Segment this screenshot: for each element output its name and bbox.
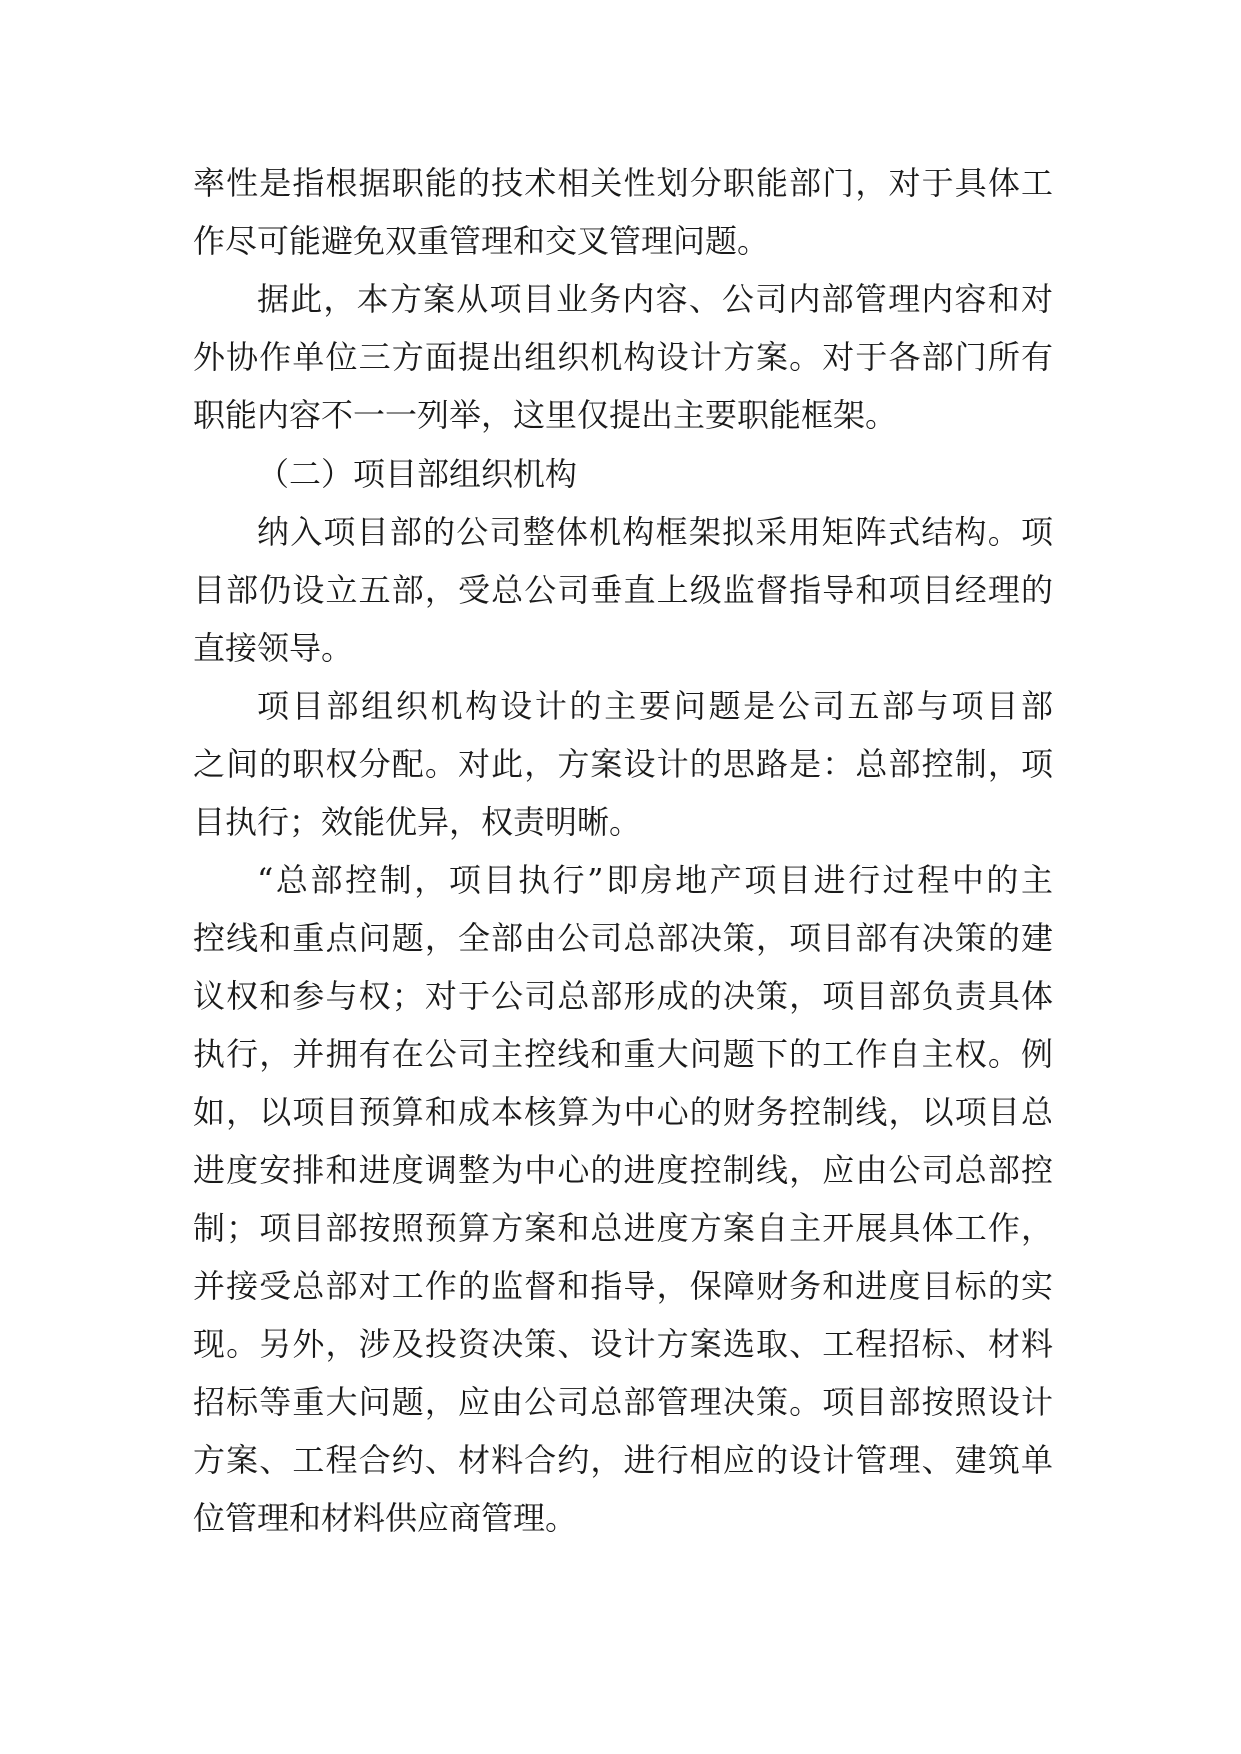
section-heading: （二）项目部组织机构	[257, 455, 578, 493]
text-line: 直接领导。	[193, 629, 354, 667]
text-line: 如，以项目预算和成本核算为中心的财务控制线，以项目总	[193, 1093, 1053, 1131]
text-line: 方案、工程合约、材料合约，进行相应的设计管理、建筑单	[193, 1441, 1053, 1479]
text-line: 进度安排和进度调整为中心的进度控制线，应由公司总部控	[193, 1151, 1053, 1189]
text-line: 职能内容不一一列举，这里仅提出主要职能框架。	[193, 396, 898, 434]
text-line: 执行，并拥有在公司主控线和重大问题下的工作自主权。例	[193, 1035, 1053, 1073]
text-line: 纳入项目部的公司整体机构框架拟采用矩阵式结构。项	[257, 513, 1053, 551]
text-line: 目部仍设立五部，受总公司垂直上级监督指导和项目经理的	[193, 571, 1053, 609]
text-line: 议权和参与权；对于公司总部形成的决策，项目部负责具体	[193, 977, 1053, 1015]
text-line: “总部控制，项目执行”即房地产项目进行过程中的主	[257, 861, 1053, 899]
text-line: 之间的职权分配。对此，方案设计的思路是：总部控制，项	[193, 745, 1053, 783]
text-line: 目执行；效能优异，权责明晰。	[193, 803, 642, 841]
text-line: 据此，本方案从项目业务内容、公司内部管理内容和对	[257, 280, 1053, 318]
text-line: 率性是指根据职能的技术相关性划分职能部门，对于具体工	[193, 164, 1053, 202]
text-line: 作尽可能避免双重管理和交叉管理问题。	[193, 222, 770, 260]
text-line: 控线和重点问题，全部由公司总部决策，项目部有决策的建	[193, 919, 1053, 957]
text-line: 招标等重大问题，应由公司总部管理决策。项目部按照设计	[193, 1383, 1053, 1421]
text-line: 项目部组织机构设计的主要问题是公司五部与项目部	[257, 687, 1053, 725]
text-line: 位管理和材料供应商管理。	[193, 1499, 578, 1537]
text-line: 现。另外，涉及投资决策、设计方案选取、工程招标、材料	[193, 1325, 1053, 1363]
text-line: 并接受总部对工作的监督和指导，保障财务和进度目标的实	[193, 1267, 1053, 1305]
text-line: 外协作单位三方面提出组织机构设计方案。对于各部门所有	[193, 338, 1053, 376]
text-line: 制；项目部按照预算方案和总进度方案自主开展具体工作，	[193, 1209, 1053, 1247]
